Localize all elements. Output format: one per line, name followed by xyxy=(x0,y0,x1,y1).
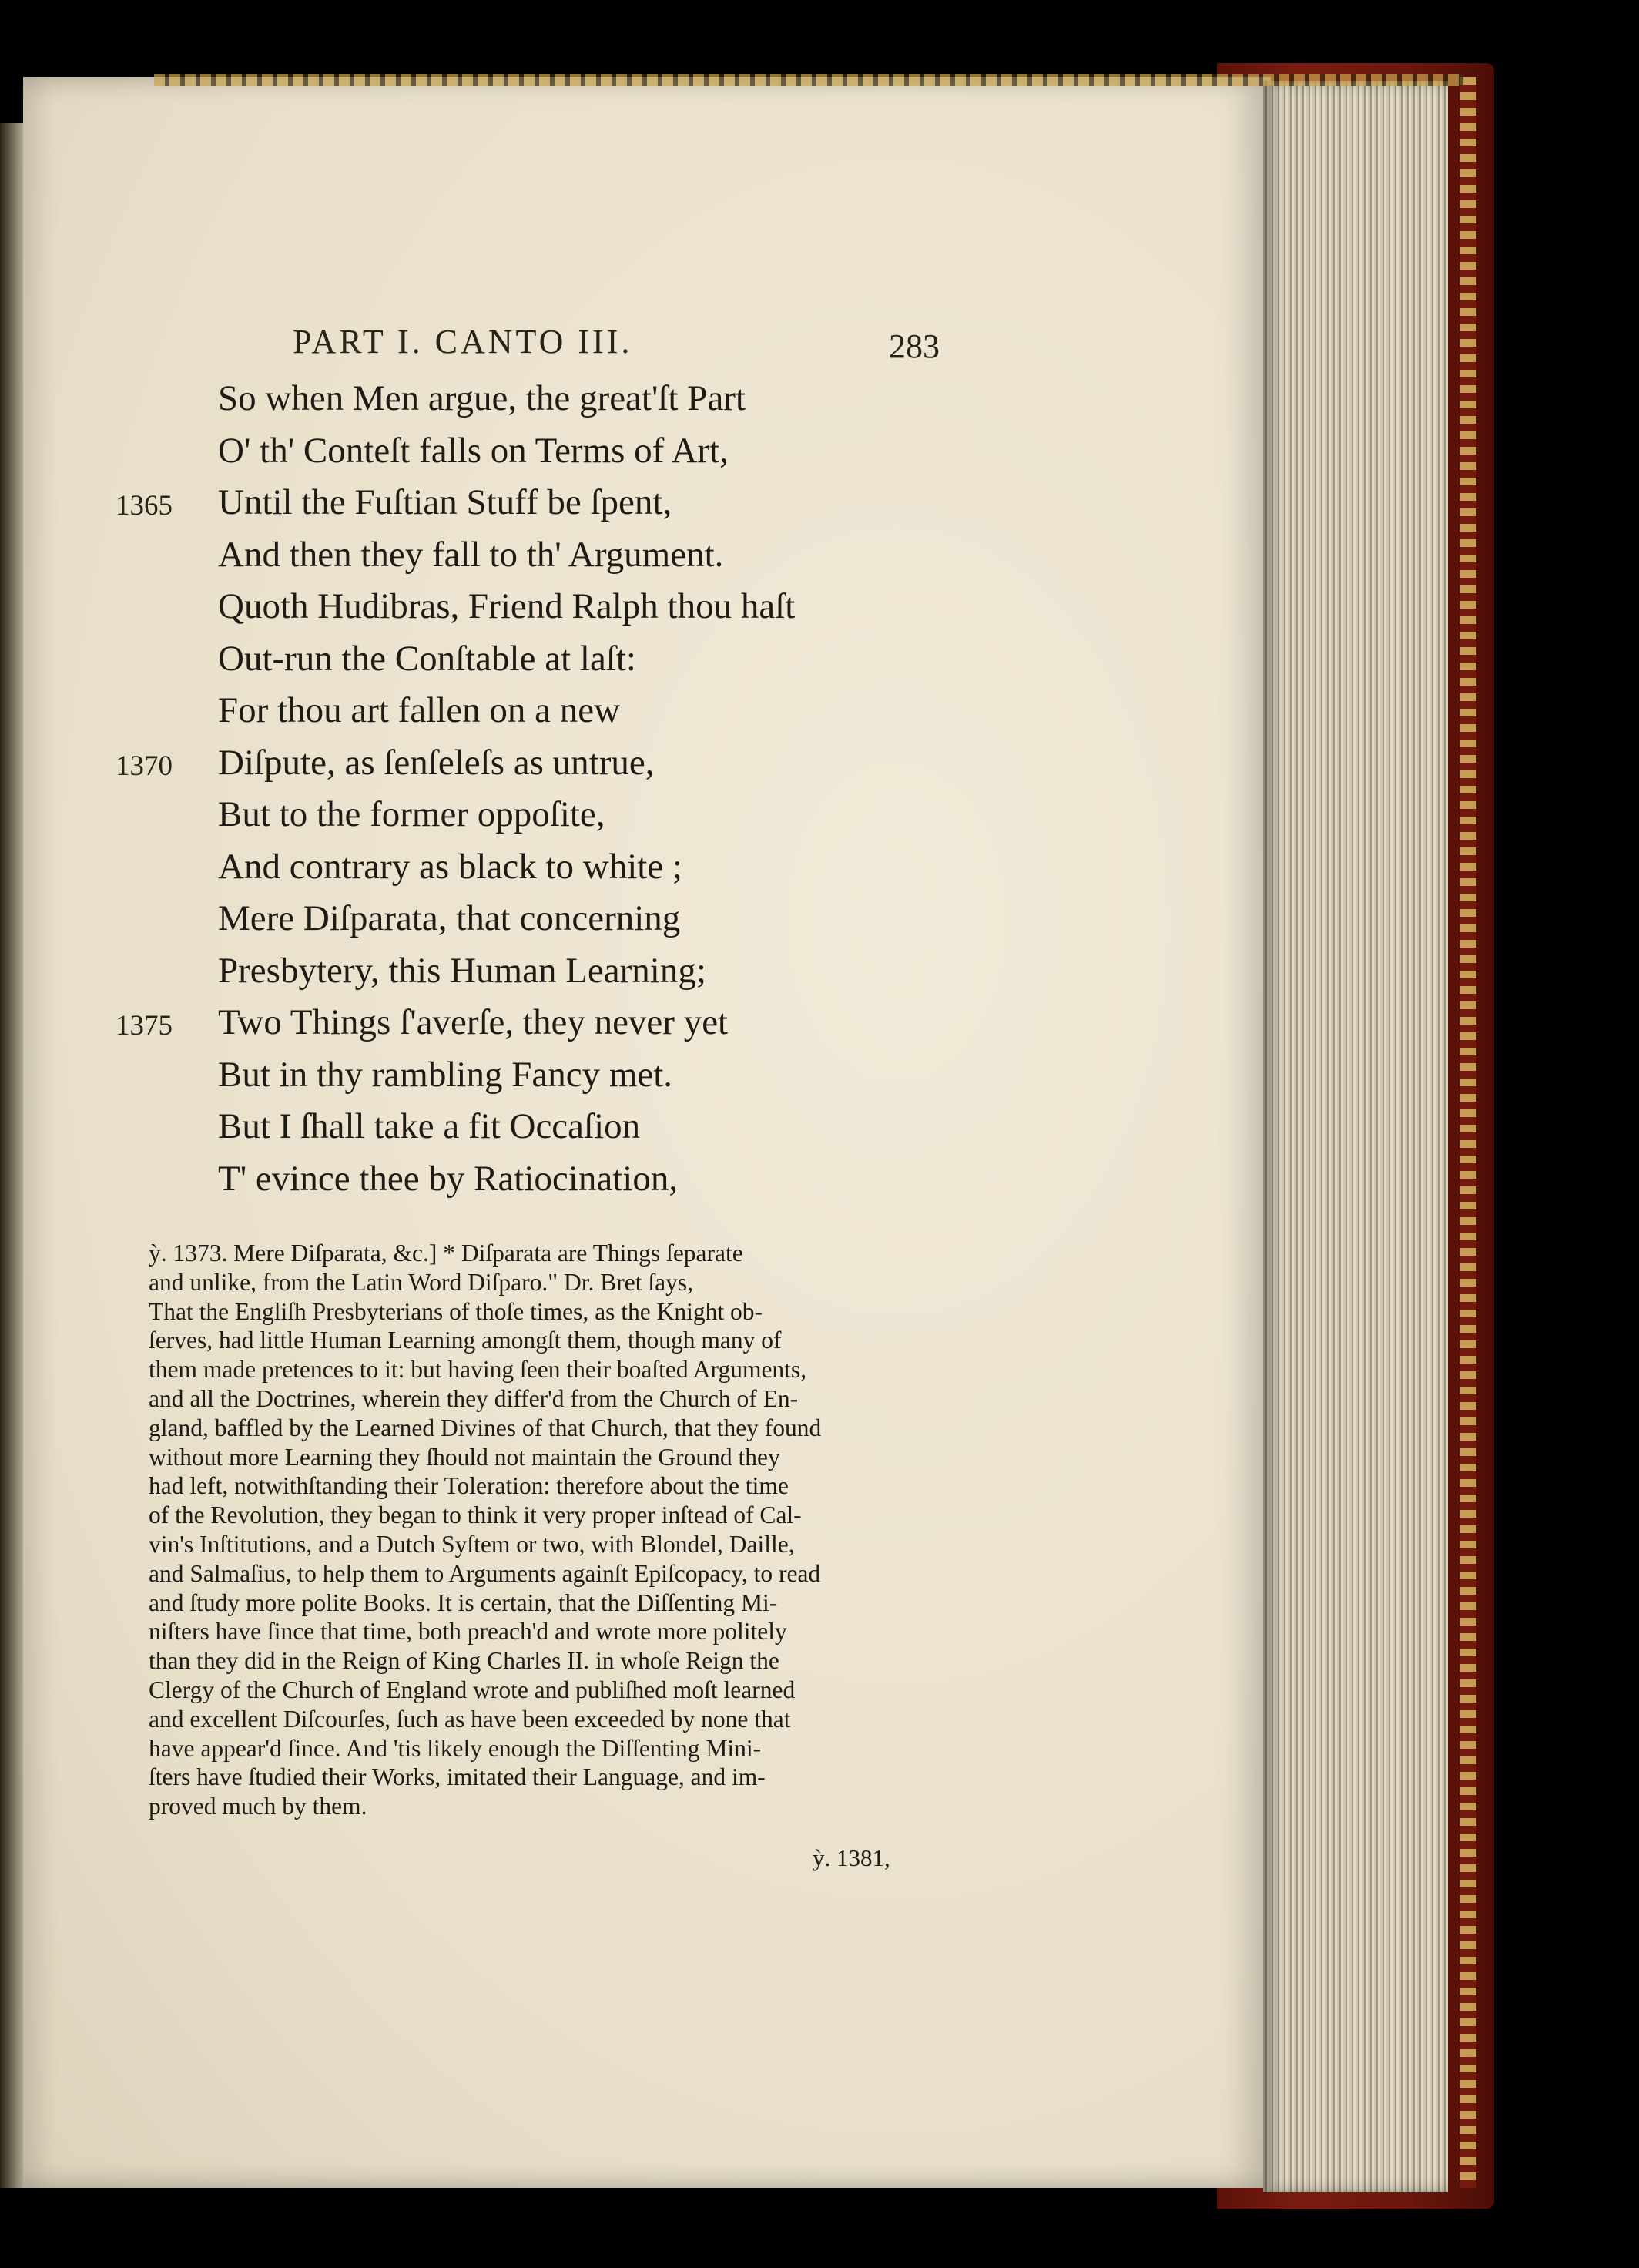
line-number: 1365 xyxy=(116,490,173,522)
verse-line xyxy=(212,1101,982,1153)
verse-line xyxy=(116,737,982,790)
footnote-line: That the Engliſh Presbyterians of thoſe times, as the Knight ob- xyxy=(149,1297,763,1325)
verse-text: But I ſhall take a fit Occaſion xyxy=(218,1106,641,1146)
footnote-line: without more Learning they ſhould not maintain the Ground they xyxy=(149,1443,780,1471)
footnote-line: had left, notwithſtanding their Toleration: therefore about the time xyxy=(149,1472,789,1500)
footnote-line: and ſtudy more polite Books. It is certain, that the Diſſenting Mi- xyxy=(149,1589,778,1616)
verse-text: So when Men argue, the great'ſt Part xyxy=(218,378,746,418)
verse-line xyxy=(212,581,982,633)
verse-text: For thou art fallen on a new xyxy=(218,690,621,730)
verse-text: T' evince thee by Ratiocination, xyxy=(218,1158,679,1199)
verse-line xyxy=(212,893,982,945)
footnote-line: ſters have ſtudied their Works, imitated their Language, and im- xyxy=(149,1763,766,1791)
footnote-line: and Salmaſius, to help them to Arguments againſt Epiſcopacy, to read xyxy=(149,1559,821,1587)
footnote-line: have appear'd ſince. And 'tis likely enough the Diſſenting Mini- xyxy=(149,1734,762,1762)
verse-text: Quoth Hudibras, Friend Ralph thou haſt xyxy=(218,586,796,626)
page-block-edges xyxy=(1263,81,1448,2192)
verse-line xyxy=(212,1153,982,1206)
verse-text: And then they fall to th' Argument. xyxy=(218,534,724,575)
footnote-line: and all the Doctrines, wherein they differ'd from the Church of En- xyxy=(149,1384,799,1412)
top-gilt-band xyxy=(154,74,1463,86)
footnote-line: proved much by them. xyxy=(149,1793,367,1820)
verse-line xyxy=(212,425,982,478)
verse-text: Mere Diſparata, that concerning xyxy=(218,898,681,938)
verse-line xyxy=(212,945,982,998)
verse-line xyxy=(212,685,982,737)
footnote xyxy=(149,1239,950,1821)
footnote-line: them made pretences to it: but having ſeen their boaſted Arguments, xyxy=(149,1356,807,1384)
footnote-line: vin's Inſtitutions, and a Dutch Syſtem or two, with Blondel, Daille, xyxy=(149,1530,795,1558)
verse-text: Presbytery, this Human Learning; xyxy=(218,950,706,991)
gilt-tooling xyxy=(1460,77,1476,2188)
line-number: 1370 xyxy=(116,750,173,782)
footnote-line: ſerves, had little Human Learning amongſt them, though many of xyxy=(149,1327,782,1354)
footnote-line: Clergy of the Church of England wrote and publiſhed moſt learned xyxy=(149,1676,796,1703)
verse-text: O' th' Conteſt falls on Terms of Art, xyxy=(218,430,729,471)
verse-line xyxy=(116,997,982,1049)
verse-text: But to the former oppoſite, xyxy=(218,794,605,834)
verse-line xyxy=(212,1049,982,1102)
verse-text: Out-run the Conſtable at laſt: xyxy=(218,638,636,679)
verse-text: And contrary as black to white ; xyxy=(218,846,682,887)
running-head-title: PART I. CANTO III. xyxy=(293,323,633,361)
verse-line xyxy=(212,529,982,582)
verse-line xyxy=(116,477,982,529)
footnote-line: ỳ. 1373. Mere Diſparata, &c.] * Diſparata are Things ſeparate xyxy=(149,1240,743,1267)
verse-text: Diſpute, as ſenſeleſs as untrue, xyxy=(218,742,655,783)
line-number: 1375 xyxy=(116,1010,173,1042)
verse-line xyxy=(212,633,982,686)
footnote-line: than they did in the Reign of King Charles II. in whoſe Reign the xyxy=(149,1647,779,1675)
running-head xyxy=(293,322,940,368)
verse-block xyxy=(116,373,982,1205)
verse-text: Until the Fuſtian Stuff be ſpent, xyxy=(218,482,672,522)
footnote-line: niſters have ſince that time, both preach'd and wrote more politely xyxy=(149,1618,787,1646)
footnote-line: and excellent Diſcourſes, ſuch as have been exceeded by none that xyxy=(149,1705,791,1733)
catchword: ỳ. 1381, xyxy=(813,1844,890,1871)
footnote-line: gland, baffled by the Learned Divines of that Church, that they found xyxy=(149,1414,822,1441)
verse-line xyxy=(212,841,982,894)
verse-text: But in thy rambling Fancy met. xyxy=(218,1054,673,1095)
verse-text: Two Things ſ'averſe, they never yet xyxy=(218,1002,729,1042)
verse-line xyxy=(212,789,982,841)
footnote-line: of the Revolution, they began to think it very proper inſtead of Cal- xyxy=(149,1501,802,1529)
footnote-line: and unlike, from the Latin Word Diſparo." Dr. Bret ſays, xyxy=(149,1268,693,1296)
page-number: 283 xyxy=(889,327,940,365)
verse-line xyxy=(212,373,982,425)
